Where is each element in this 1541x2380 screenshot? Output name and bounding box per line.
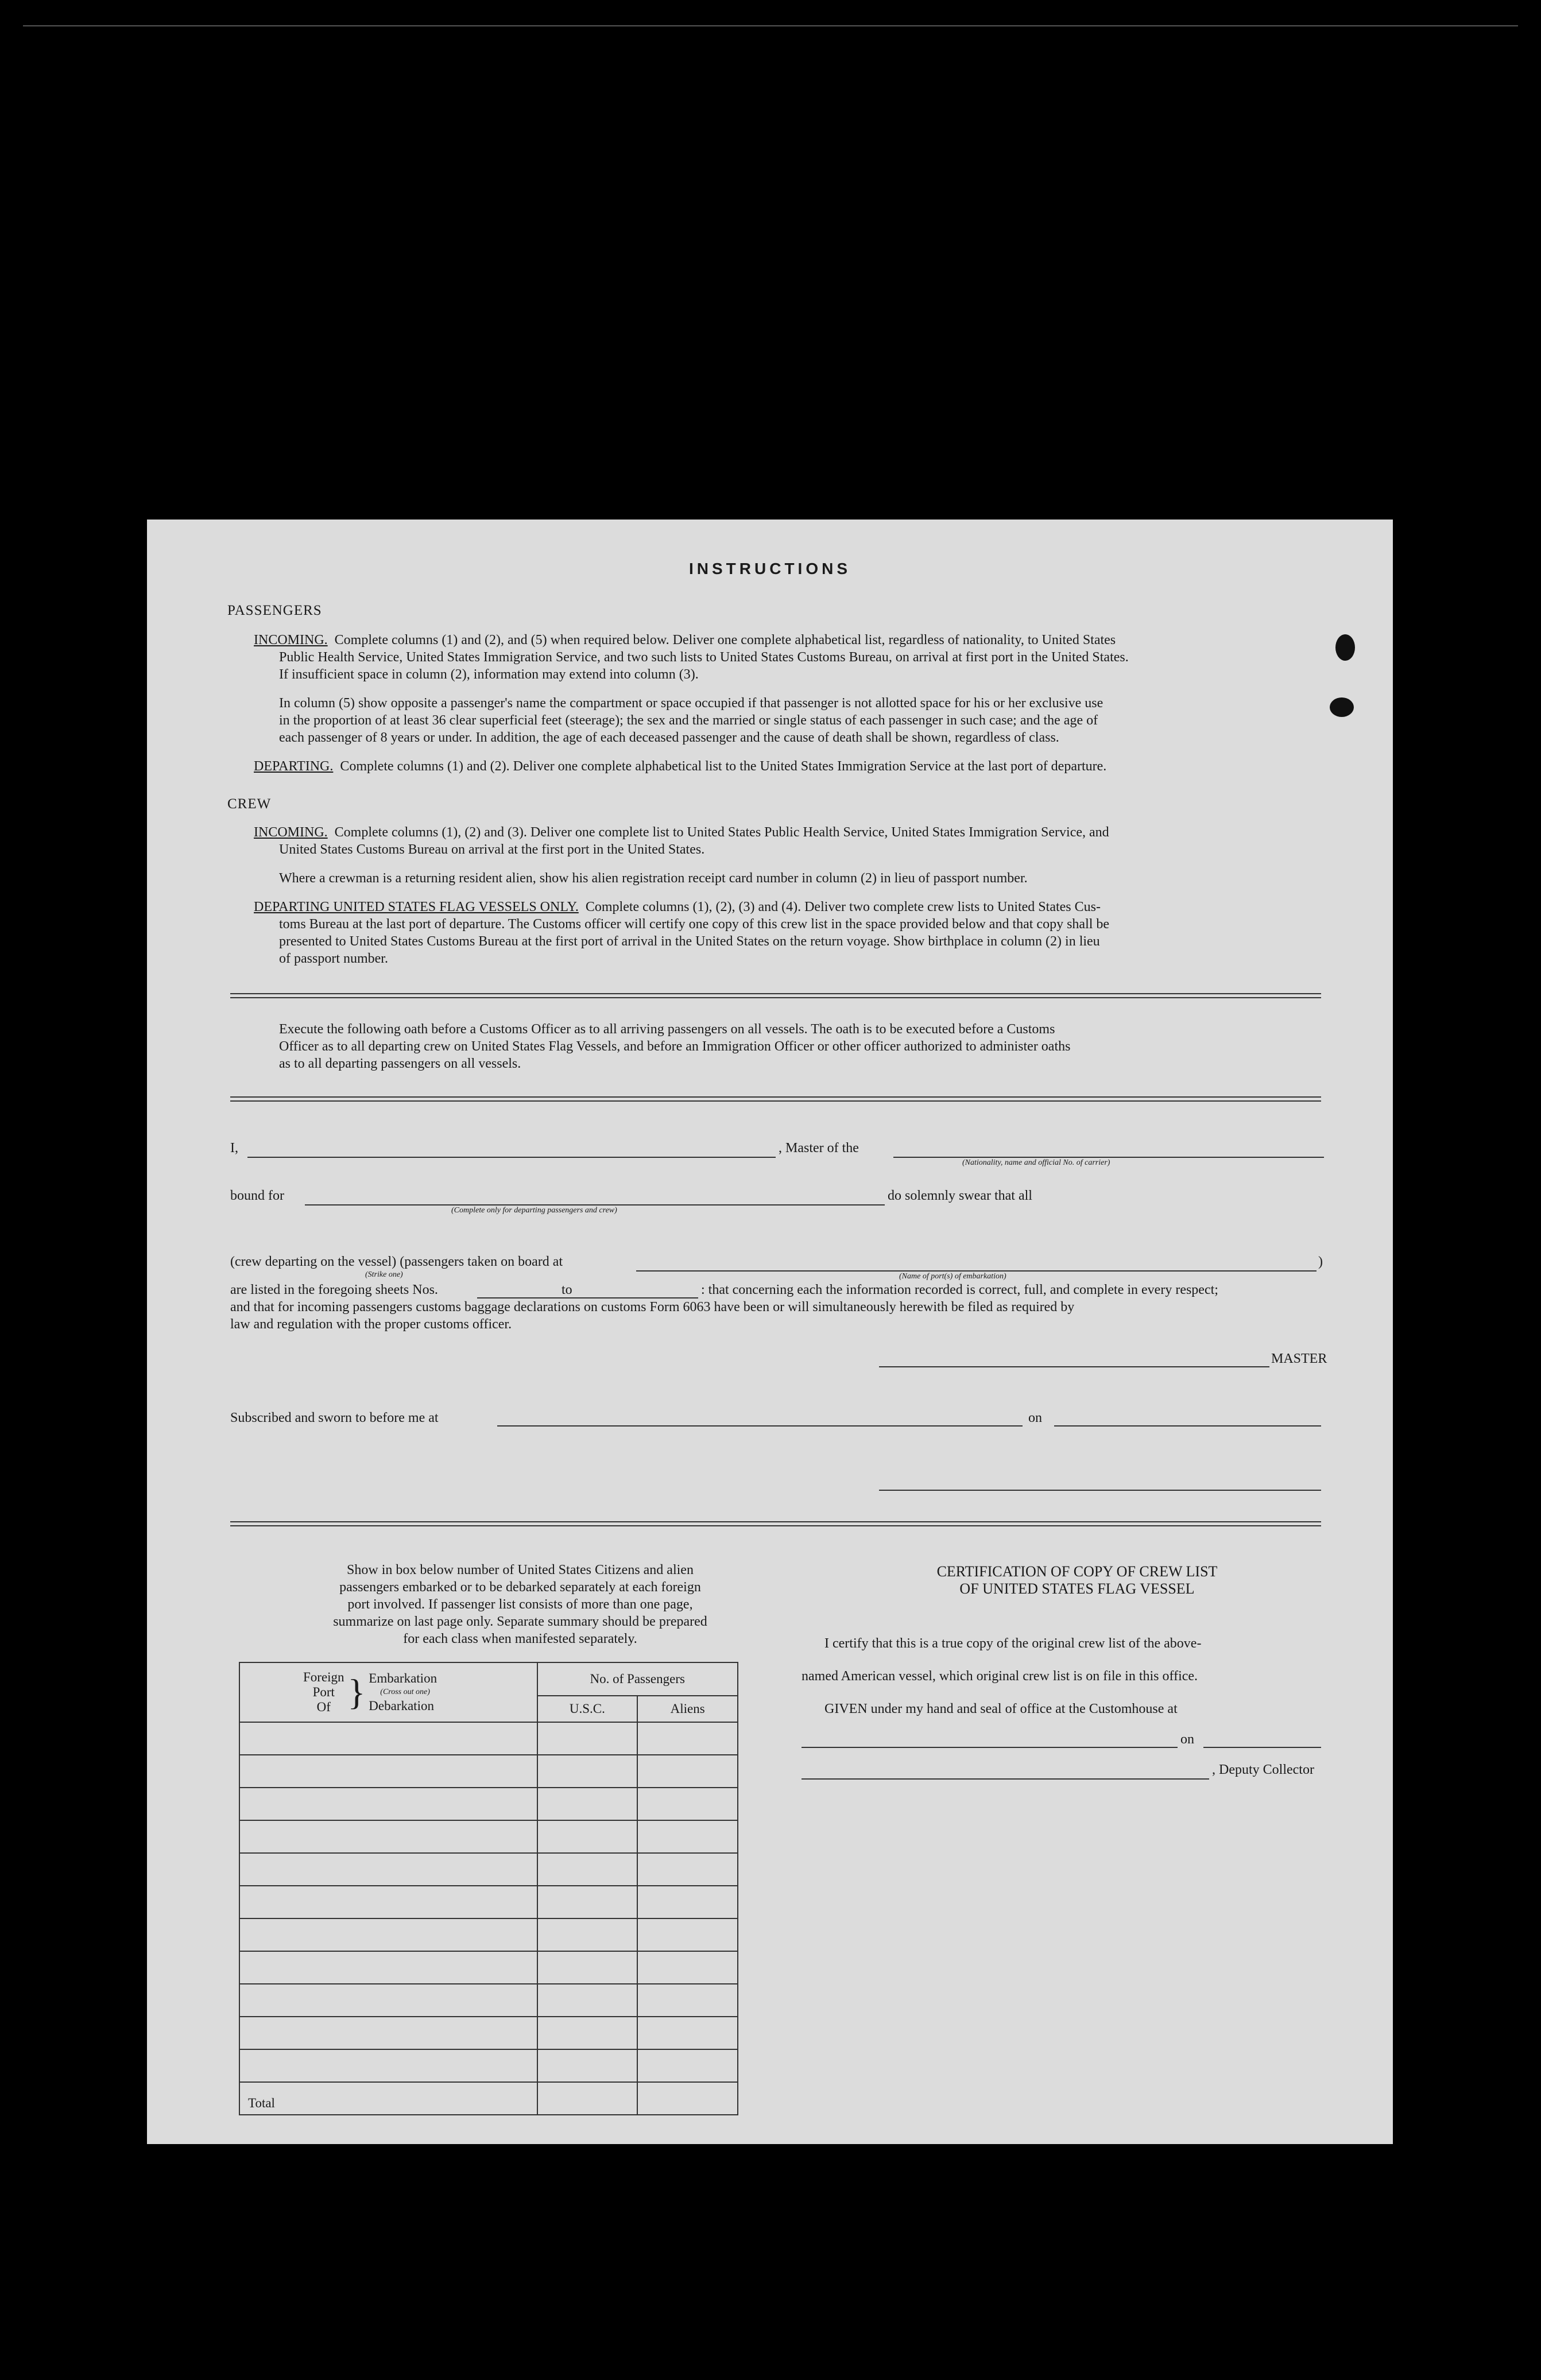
summary-instructions [233, 1561, 807, 1648]
lower-divider [230, 1521, 1321, 1526]
master-label: MASTER [1271, 1351, 1327, 1366]
aliens-total-cell[interactable] [637, 2082, 738, 2115]
crew-heading: CREW [227, 796, 272, 812]
crew-flag-text-4: of passport number. [279, 951, 388, 966]
aliens-cell[interactable] [637, 1788, 738, 1820]
crew-flag-paragraph [254, 898, 1345, 967]
strike-one-caption: (Strike one) [365, 1270, 403, 1279]
foreign-label: Foreign [303, 1670, 344, 1684]
port-cell[interactable] [239, 1788, 537, 1820]
oath-intro-line-2: Officer as to all departing crew on United States Flag Vessels, and before an Immigration Officer or other officer authorized to administer oaths [279, 1039, 1071, 1054]
scan-top-border [23, 25, 1518, 26]
listed-text-3: and that for incoming passengers customs baggage declarations on customs Form 6063 have been or will simultaneously herewith be filed as required by [230, 1300, 1075, 1315]
column5-paragraph [279, 695, 1347, 746]
section-divider [230, 993, 1321, 998]
close-paren: ) [1318, 1254, 1323, 1269]
crew-flag-text-3: presented to United States Customs Bureau at the first port of arrival in the United States on the return voyage. Show birthplace in column (2) in lieu [279, 934, 1100, 949]
total-label: Total [239, 2082, 537, 2115]
usc-total-cell[interactable] [537, 2082, 638, 2115]
listed-text-1: are listed in the foregoing sheets Nos. [230, 1282, 438, 1297]
bound-for-caption: (Complete only for departing passengers and crew) [451, 1206, 617, 1215]
aliens-cell[interactable] [637, 1951, 738, 1984]
port-cell[interactable] [239, 2017, 537, 2049]
summary-header-row [239, 1662, 738, 1696]
column5-text-2: in the proportion of at least 36 clear superficial feet (steerage); the sex and the married or single status of each passenger in such case; and the age of [279, 713, 1098, 728]
port-cell[interactable] [239, 1755, 537, 1788]
carrier-field[interactable] [893, 1157, 1324, 1158]
certification-text-2: named American vessel, which original crew list is on file in this office. [802, 1669, 1198, 1684]
table-row [239, 1951, 738, 1984]
port-cell[interactable] [239, 1951, 537, 1984]
page-title: INSTRUCTIONS [689, 560, 851, 577]
officer-signature-field[interactable] [879, 1490, 1321, 1491]
certification-text-1: I certify that this is a true copy of the original crew list of the above- [824, 1636, 1202, 1651]
swear-text: do solemnly swear that all [888, 1188, 1032, 1203]
usc-cell[interactable] [537, 2017, 638, 2049]
passengers-heading: PASSENGERS [227, 603, 322, 618]
usc-cell[interactable] [537, 1853, 638, 1886]
crew-incoming-paragraph [254, 824, 1345, 858]
port-cell[interactable] [239, 1820, 537, 1853]
crew-resident-text: Where a crewman is a returning resident alien, show his alien registration receipt card number in column (2) in lieu of passport number. [279, 871, 1028, 886]
of-label: Of [316, 1700, 331, 1714]
summary-text-5: for each class when manifested separately. [403, 1631, 637, 1646]
usc-cell[interactable] [537, 1788, 638, 1820]
master-name-field[interactable] [247, 1157, 776, 1158]
passenger-summary-table [239, 1662, 738, 2115]
sworn-place-field[interactable] [497, 1425, 1023, 1427]
usc-cell[interactable] [537, 1918, 638, 1951]
certification-heading-1: CERTIFICATION OF COPY OF CREW LIST [936, 1563, 1218, 1580]
usc-cell[interactable] [537, 2049, 638, 2082]
passengers-departing-label: DEPARTING. [254, 759, 334, 774]
crew-incoming-text-2: United States Customs Bureau on arrival at the first port in the United States. [279, 842, 705, 857]
master-signature-field[interactable] [879, 1366, 1269, 1367]
port-cell[interactable] [239, 1984, 537, 2017]
usc-cell[interactable] [537, 1886, 638, 1918]
certification-given: GIVEN under my hand and seal of office at the Customhouse at [824, 1701, 1178, 1716]
table-row [239, 2049, 738, 2082]
debarkation-label: Debarkation [369, 1699, 434, 1713]
sworn-date-field[interactable] [1054, 1425, 1321, 1427]
column5-text-3: each passenger of 8 years or under. In addition, the age of each deceased passenger and the cause of death shall be shown, regardless of class. [279, 730, 1059, 745]
passengers-incoming-text: Complete columns (1) and (2), and (5) when required below. Deliver one complete alphabetical list, regardless of nationality, to United States [334, 633, 1116, 648]
summary-text-4: summarize on last page only. Separate summary should be prepared [333, 1614, 707, 1629]
oath-intro-line-3: as to all departing passengers on all vessels. [279, 1056, 521, 1071]
column5-text-1: In column (5) show opposite a passenger's name the compartment or space occupied if that passenger is not allotted space for his or her exclusive use [279, 696, 1104, 711]
passengers-departing-paragraph [254, 758, 1106, 775]
crew-flag-text-2: toms Bureau at the last port of departure. The Customs officer will certify one copy of this crew list in the space provided below and that copy shall be [279, 917, 1110, 932]
listed-text-2: : that concerning each the information recorded is correct, full, and complete in every respect; [701, 1282, 1218, 1297]
table-row [239, 1820, 738, 1853]
deputy-collector-label: , Deputy Collector [1212, 1762, 1314, 1777]
port-cell[interactable] [239, 1886, 537, 1918]
oath-intro [279, 1021, 1347, 1072]
aliens-cell[interactable] [637, 1984, 738, 2017]
usc-cell[interactable] [537, 1951, 638, 1984]
master-of-label: , Master of the [779, 1141, 859, 1156]
aliens-cell[interactable] [637, 1820, 738, 1853]
aliens-cell[interactable] [637, 1722, 738, 1755]
summary-text-3: port involved. If passenger list consists of more than one page, [347, 1597, 693, 1612]
usc-header: U.S.C. [537, 1696, 638, 1722]
brace-icon: } [347, 1672, 366, 1712]
aliens-cell[interactable] [637, 1886, 738, 1918]
certification-date-field[interactable] [1203, 1747, 1321, 1748]
table-row [239, 2017, 738, 2049]
table-row [239, 1853, 738, 1886]
port-cell[interactable] [239, 1918, 537, 1951]
crew-departing-text: (crew departing on the vessel) (passengers taken on board at [230, 1254, 563, 1269]
table-row [239, 1886, 738, 1918]
port-caption: (Name of port(s) of embarkation) [899, 1272, 1006, 1281]
aliens-cell[interactable] [637, 1918, 738, 1951]
passengers-departing-text: Complete columns (1) and (2). Deliver one complete alphabetical list to the United States Immigration Service at the last port of departure. [340, 759, 1107, 774]
port-label: Port [312, 1685, 335, 1699]
passengers-incoming-text-2: Public Health Service, United States Immigration Service, and two such lists to United States Customs Bureau, on arrival at first port in the United States. [279, 650, 1129, 665]
crew-incoming-text-1: Complete columns (1), (2) and (3). Deliver one complete list to United States Public Health Service, United States Immigration Service, and [334, 825, 1109, 840]
aliens-cell[interactable] [637, 1853, 738, 1886]
bound-for-field[interactable] [305, 1204, 885, 1205]
certification-heading [859, 1563, 1295, 1598]
listed-text-4: law and regulation with the proper customs officer. [230, 1317, 512, 1332]
usc-cell[interactable] [537, 1984, 638, 2017]
table-row [239, 1722, 738, 1755]
table-row [239, 1755, 738, 1788]
port-header-cell [239, 1662, 537, 1722]
port-cell[interactable] [239, 1853, 537, 1886]
deputy-signature-field[interactable] [802, 1778, 1209, 1780]
punch-hole-icon [1335, 634, 1355, 661]
cross-out-caption: (Cross out one) [380, 1688, 430, 1696]
oath-intro-line-1: Execute the following oath before a Customs Officer as to all arriving passengers on all vessels. The oath is to be executed before a Customs [279, 1022, 1055, 1037]
on-label: on [1028, 1410, 1042, 1425]
no-passengers-header: No. of Passengers [537, 1662, 738, 1696]
certification-on-label: on [1180, 1732, 1194, 1747]
form-page [147, 520, 1393, 2144]
table-row [239, 1918, 738, 1951]
carrier-caption: (Nationality, name and official No. of carrier) [962, 1158, 1110, 1167]
summary-text-1: Show in box below number of United States Citizens and alien [347, 1563, 694, 1577]
oath-i-label: I, [230, 1141, 238, 1156]
embarkation-port-field[interactable] [636, 1270, 1317, 1272]
usc-cell[interactable] [537, 1755, 638, 1788]
usc-cell[interactable] [537, 1820, 638, 1853]
usc-cell[interactable] [537, 1722, 638, 1755]
port-cell[interactable] [239, 1722, 537, 1755]
port-cell[interactable] [239, 2049, 537, 2082]
aliens-cell[interactable] [637, 2049, 738, 2082]
punch-hole-icon [1330, 697, 1354, 717]
crew-flag-text-1: Complete columns (1), (2), (3) and (4). Deliver two complete crew lists to United States Cus- [585, 900, 1101, 914]
passengers-incoming-text-3: If insufficient space in column (2), information may extend into column (3). [279, 667, 699, 682]
to-label: to [562, 1282, 572, 1297]
aliens-header: Aliens [637, 1696, 738, 1722]
total-row [239, 2082, 738, 2115]
certification-heading-2: OF UNITED STATES FLAG VESSEL [959, 1580, 1195, 1597]
passengers-incoming-label: INCOMING. [254, 633, 328, 648]
crew-incoming-label: INCOMING. [254, 825, 328, 840]
crew-flag-label: DEPARTING UNITED STATES FLAG VESSELS ONLY. [254, 900, 579, 914]
summary-text-2: passengers embarked or to be debarked separately at each foreign [339, 1580, 701, 1595]
passengers-incoming-paragraph [254, 631, 1345, 683]
subscribed-text: Subscribed and sworn to before me at [230, 1410, 439, 1425]
oath-divider [230, 1096, 1321, 1102]
table-row [239, 1984, 738, 2017]
bound-for-label: bound for [230, 1188, 284, 1203]
aliens-cell[interactable] [637, 1755, 738, 1788]
aliens-cell[interactable] [637, 2017, 738, 2049]
embarkation-label: Embarkation [369, 1671, 437, 1685]
customhouse-field[interactable] [802, 1747, 1178, 1748]
table-row [239, 1788, 738, 1820]
